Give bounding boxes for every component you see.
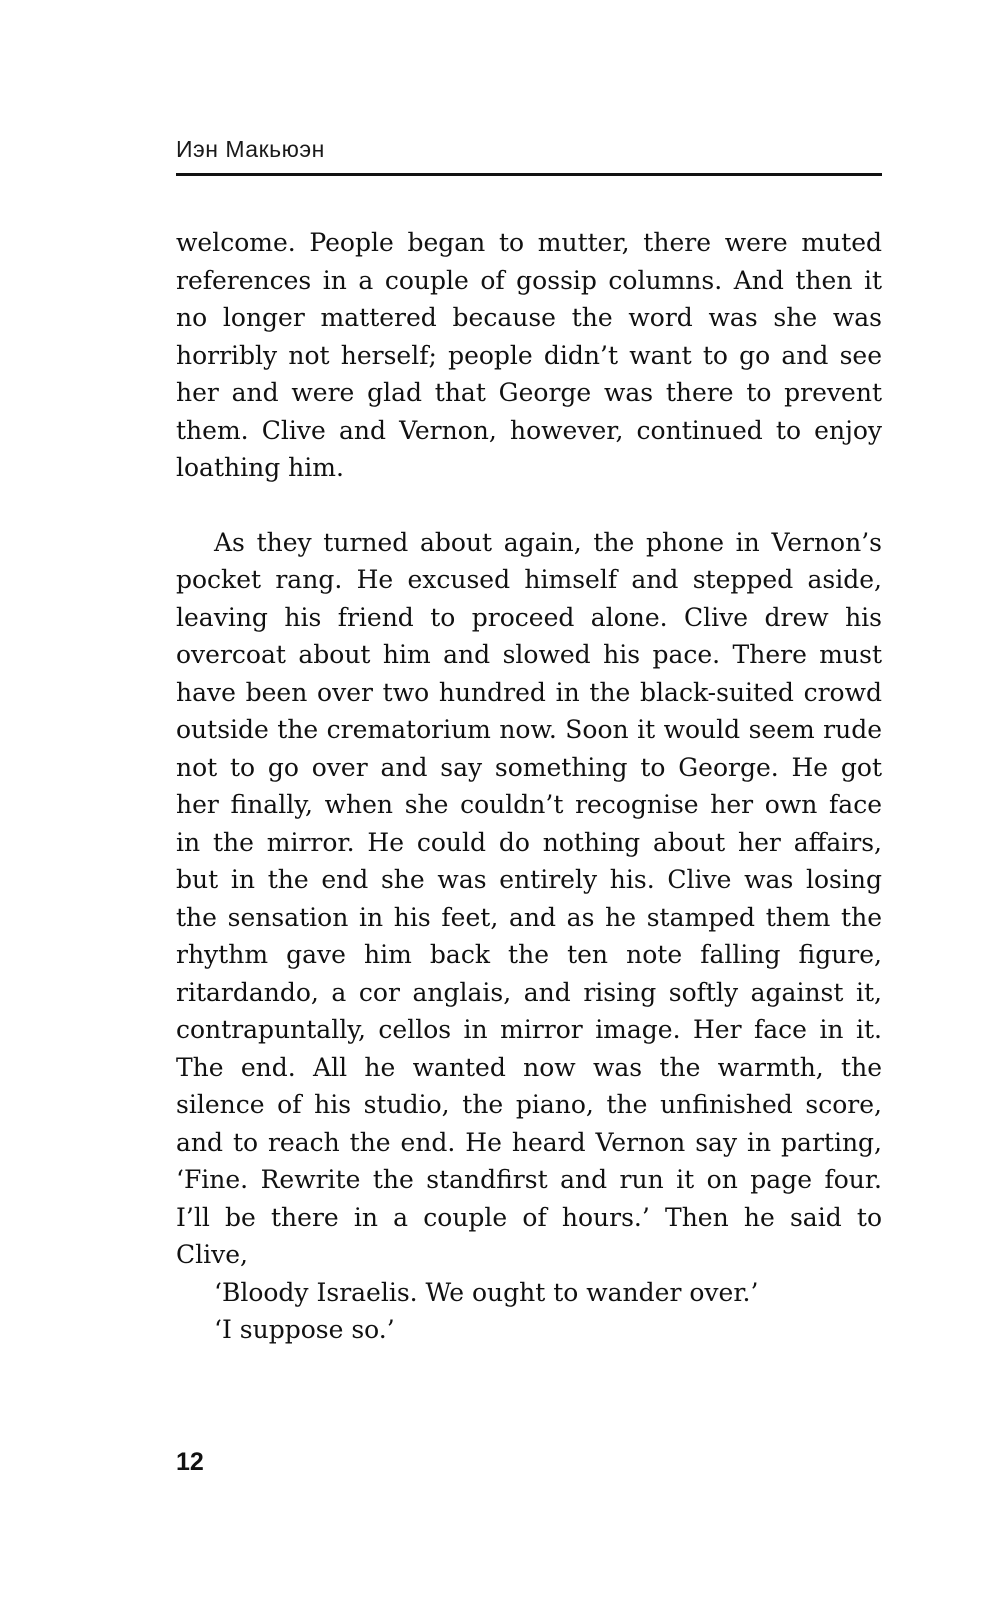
running-header-author: Иэн Макьюэн: [176, 136, 325, 162]
paragraph: As they turned about again, the phone in Vernon’s pocket rang. He excused himself and stepped aside, leaving his friend to proceed alone. Clive drew his overcoat about him and slowed his pace. There must have been over two hundred in the black-suited crowd outside the crematorium now. Soon it would seem rude not to go over and say something to George. He got her finally, when she couldn’t recognise her own face in the mirror. He could do nothing about her affairs, but in the end she was entirely his. Clive was losing the sensation in his feet, and as he stamped them the rhythm gave him back the ten note falling figure, ritardando, a cor anglais, and rising softly against it, contrapuntally, cellos in mirror image. Her face in it. The end. All he wanted now was the warmth, the silence of his studio, the piano, the unfinished score, and to reach the end. He heard Vernon say in parting, ‘Fine. Rewrite the standfirst and run it on page four. I’ll be there in a couple of hours.’ Then he said to Clive,: [176, 527, 882, 1269]
header-rule: [176, 173, 882, 176]
dialogue-line: ‘I suppose so.’: [214, 1315, 395, 1344]
body-text: [176, 224, 882, 1349]
page-number: 12: [176, 1448, 204, 1476]
paragraph-continuation: welcome. People began to mutter, there were muted references in a couple of gossip columns. And then it no longer mattered because the word was she was horribly not herself; people didn’t want to go and see her and were glad that George was there to prevent them. Clive and Vernon, however, continued to enjoy loathing him.: [176, 228, 882, 482]
dialogue-line: ‘Bloody Israelis. We ought to wander over.’: [214, 1277, 759, 1307]
